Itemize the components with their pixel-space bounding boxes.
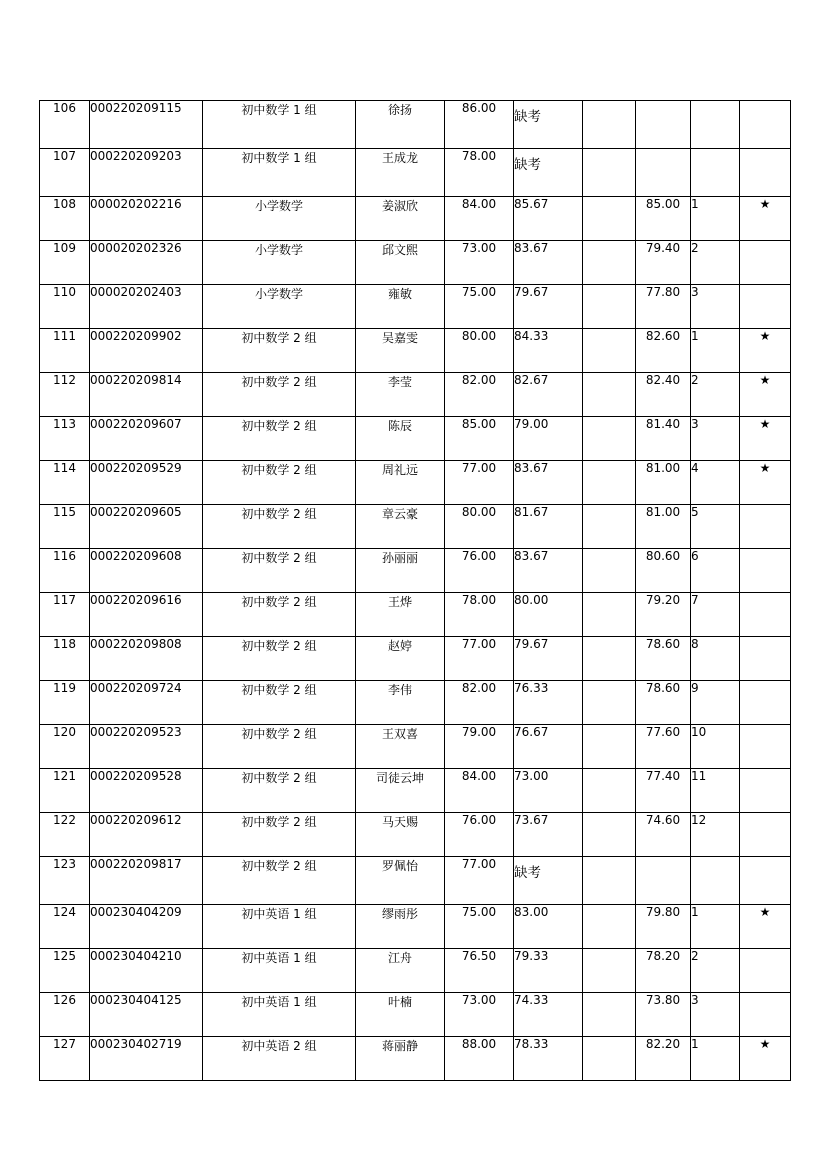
- written-score: 88.00: [445, 1037, 514, 1081]
- total-score: [636, 857, 691, 905]
- interview-score: 85.67: [514, 197, 583, 241]
- blank-cell: [583, 373, 636, 417]
- blank-cell: [583, 241, 636, 285]
- rank: [691, 101, 740, 149]
- candidate-name: 司徒云坤: [356, 769, 445, 813]
- total-score: 81.40: [636, 417, 691, 461]
- subject-group: 初中数学 2 组: [203, 593, 356, 637]
- table-row: [40, 949, 791, 993]
- table-row: [40, 681, 791, 725]
- written-score: 73.00: [445, 241, 514, 285]
- row-number: 115: [40, 505, 90, 549]
- qualified-star-icon: [740, 241, 791, 285]
- written-score: 75.00: [445, 285, 514, 329]
- blank-cell: [583, 197, 636, 241]
- row-number: 121: [40, 769, 90, 813]
- table-row: [40, 813, 791, 857]
- interview-score: 83.00: [514, 905, 583, 949]
- qualified-star-icon: [740, 769, 791, 813]
- subject-group: 初中英语 2 组: [203, 1037, 356, 1081]
- table-row: [40, 725, 791, 769]
- row-number: 122: [40, 813, 90, 857]
- blank-cell: [583, 637, 636, 681]
- interview-score: 缺考: [514, 857, 583, 905]
- rank: 2: [691, 949, 740, 993]
- exam-ticket-number: 000230404125: [90, 993, 203, 1037]
- table-row: [40, 637, 791, 681]
- table-row: [40, 905, 791, 949]
- row-number: 126: [40, 993, 90, 1037]
- table-row: [40, 149, 791, 197]
- row-number: 107: [40, 149, 90, 197]
- qualified-star-icon: ★: [740, 461, 791, 505]
- exam-ticket-number: 000220209724: [90, 681, 203, 725]
- blank-cell: [583, 725, 636, 769]
- rank: 7: [691, 593, 740, 637]
- written-score: 77.00: [445, 857, 514, 905]
- interview-score: 79.67: [514, 637, 583, 681]
- interview-score: 81.67: [514, 505, 583, 549]
- interview-score: 缺考: [514, 101, 583, 149]
- rank: 2: [691, 373, 740, 417]
- candidate-name: 李伟: [356, 681, 445, 725]
- interview-score: 82.67: [514, 373, 583, 417]
- rank: 9: [691, 681, 740, 725]
- candidate-name: 缪雨彤: [356, 905, 445, 949]
- subject-group: 初中英语 1 组: [203, 993, 356, 1037]
- exam-ticket-number: 000020202326: [90, 241, 203, 285]
- exam-ticket-number: 000020202216: [90, 197, 203, 241]
- table-row: [40, 285, 791, 329]
- interview-score: 73.67: [514, 813, 583, 857]
- written-score: 82.00: [445, 681, 514, 725]
- qualified-star-icon: [740, 681, 791, 725]
- total-score: 73.80: [636, 993, 691, 1037]
- blank-cell: [583, 101, 636, 149]
- candidate-name: 叶楠: [356, 993, 445, 1037]
- subject-group: 初中数学 2 组: [203, 329, 356, 373]
- candidate-name: 罗佩怡: [356, 857, 445, 905]
- subject-group: 初中数学 1 组: [203, 149, 356, 197]
- total-score: 78.20: [636, 949, 691, 993]
- candidate-name: 王双喜: [356, 725, 445, 769]
- row-number: 112: [40, 373, 90, 417]
- rank: 1: [691, 1037, 740, 1081]
- rank: 3: [691, 417, 740, 461]
- rank: 1: [691, 329, 740, 373]
- table-row: [40, 549, 791, 593]
- exam-ticket-number: 000220209607: [90, 417, 203, 461]
- candidate-name: 姜淑欣: [356, 197, 445, 241]
- table-row: [40, 505, 791, 549]
- candidate-name: 章云豪: [356, 505, 445, 549]
- blank-cell: [583, 681, 636, 725]
- written-score: 76.00: [445, 549, 514, 593]
- candidate-name: 陈辰: [356, 417, 445, 461]
- total-score: 77.40: [636, 769, 691, 813]
- written-score: 82.00: [445, 373, 514, 417]
- exam-ticket-number: 000220209115: [90, 101, 203, 149]
- written-score: 80.00: [445, 329, 514, 373]
- written-score: 85.00: [445, 417, 514, 461]
- table-row: [40, 197, 791, 241]
- qualified-star-icon: [740, 149, 791, 197]
- subject-group: 初中数学 2 组: [203, 417, 356, 461]
- table-row: [40, 373, 791, 417]
- row-number: 109: [40, 241, 90, 285]
- blank-cell: [583, 905, 636, 949]
- candidate-name: 周礼远: [356, 461, 445, 505]
- rank: 1: [691, 905, 740, 949]
- exam-ticket-number: 000230404210: [90, 949, 203, 993]
- table-row: [40, 857, 791, 905]
- interview-score: 83.67: [514, 241, 583, 285]
- total-score: 78.60: [636, 681, 691, 725]
- row-number: 119: [40, 681, 90, 725]
- qualified-star-icon: ★: [740, 417, 791, 461]
- qualified-star-icon: [740, 857, 791, 905]
- table-row: [40, 101, 791, 149]
- subject-group: 初中数学 2 组: [203, 461, 356, 505]
- rank: [691, 149, 740, 197]
- total-score: 82.60: [636, 329, 691, 373]
- written-score: 73.00: [445, 993, 514, 1037]
- row-number: 113: [40, 417, 90, 461]
- qualified-star-icon: [740, 549, 791, 593]
- written-score: 78.00: [445, 149, 514, 197]
- qualified-star-icon: [740, 949, 791, 993]
- total-score: 80.60: [636, 549, 691, 593]
- qualified-star-icon: [740, 101, 791, 149]
- written-score: 77.00: [445, 461, 514, 505]
- exam-ticket-number: 000220209203: [90, 149, 203, 197]
- subject-group: 初中英语 1 组: [203, 905, 356, 949]
- total-score: [636, 149, 691, 197]
- candidate-name: 王烨: [356, 593, 445, 637]
- qualified-star-icon: [740, 593, 791, 637]
- total-score: 78.60: [636, 637, 691, 681]
- exam-ticket-number: 000230402719: [90, 1037, 203, 1081]
- interview-score: 76.33: [514, 681, 583, 725]
- total-score: 79.80: [636, 905, 691, 949]
- written-score: 77.00: [445, 637, 514, 681]
- candidate-name: 孙丽丽: [356, 549, 445, 593]
- exam-ticket-number: 000220209529: [90, 461, 203, 505]
- subject-group: 小学数学: [203, 197, 356, 241]
- subject-group: 初中数学 1 组: [203, 101, 356, 149]
- exam-ticket-number: 000220209605: [90, 505, 203, 549]
- subject-group: 初中数学 2 组: [203, 505, 356, 549]
- candidate-name: 吴嘉雯: [356, 329, 445, 373]
- total-score: 77.60: [636, 725, 691, 769]
- interview-score: 78.33: [514, 1037, 583, 1081]
- subject-group: 初中数学 2 组: [203, 769, 356, 813]
- interview-score: 缺考: [514, 149, 583, 197]
- exam-ticket-number: 000220209808: [90, 637, 203, 681]
- blank-cell: [583, 857, 636, 905]
- qualified-star-icon: [740, 993, 791, 1037]
- subject-group: 初中数学 2 组: [203, 857, 356, 905]
- table-row: [40, 417, 791, 461]
- rank: 3: [691, 993, 740, 1037]
- total-score: 81.00: [636, 505, 691, 549]
- written-score: 80.00: [445, 505, 514, 549]
- row-number: 118: [40, 637, 90, 681]
- interview-score: 84.33: [514, 329, 583, 373]
- total-score: 82.40: [636, 373, 691, 417]
- rank: 3: [691, 285, 740, 329]
- candidate-name: 李莹: [356, 373, 445, 417]
- table-row: [40, 329, 791, 373]
- qualified-star-icon: ★: [740, 373, 791, 417]
- subject-group: 初中数学 2 组: [203, 725, 356, 769]
- blank-cell: [583, 417, 636, 461]
- blank-cell: [583, 549, 636, 593]
- written-score: 78.00: [445, 593, 514, 637]
- score-table: [39, 100, 791, 1081]
- written-score: 76.00: [445, 813, 514, 857]
- exam-ticket-number: 000220209528: [90, 769, 203, 813]
- exam-ticket-number: 000220209817: [90, 857, 203, 905]
- exam-ticket-number: 000220209902: [90, 329, 203, 373]
- candidate-name: 蒋丽静: [356, 1037, 445, 1081]
- row-number: 120: [40, 725, 90, 769]
- rank: 11: [691, 769, 740, 813]
- interview-score: 79.33: [514, 949, 583, 993]
- rank: 8: [691, 637, 740, 681]
- qualified-star-icon: ★: [740, 197, 791, 241]
- qualified-star-icon: [740, 285, 791, 329]
- subject-group: 小学数学: [203, 241, 356, 285]
- qualified-star-icon: ★: [740, 905, 791, 949]
- row-number: 125: [40, 949, 90, 993]
- candidate-name: 邱文熙: [356, 241, 445, 285]
- qualified-star-icon: [740, 505, 791, 549]
- total-score: 85.00: [636, 197, 691, 241]
- subject-group: 初中数学 2 组: [203, 637, 356, 681]
- rank: 10: [691, 725, 740, 769]
- candidate-name: 王成龙: [356, 149, 445, 197]
- total-score: 81.00: [636, 461, 691, 505]
- table-row: [40, 593, 791, 637]
- total-score: 79.40: [636, 241, 691, 285]
- blank-cell: [583, 993, 636, 1037]
- table-row: [40, 769, 791, 813]
- table-row: [40, 461, 791, 505]
- table-row: [40, 241, 791, 285]
- row-number: 124: [40, 905, 90, 949]
- qualified-star-icon: [740, 813, 791, 857]
- blank-cell: [583, 461, 636, 505]
- subject-group: 初中英语 1 组: [203, 949, 356, 993]
- qualified-star-icon: [740, 637, 791, 681]
- rank: 4: [691, 461, 740, 505]
- subject-group: 小学数学: [203, 285, 356, 329]
- subject-group: 初中数学 2 组: [203, 373, 356, 417]
- total-score: 79.20: [636, 593, 691, 637]
- interview-score: 83.67: [514, 461, 583, 505]
- total-score: 77.80: [636, 285, 691, 329]
- blank-cell: [583, 505, 636, 549]
- exam-ticket-number: 000220209612: [90, 813, 203, 857]
- written-score: 86.00: [445, 101, 514, 149]
- interview-score: 74.33: [514, 993, 583, 1037]
- interview-score: 79.67: [514, 285, 583, 329]
- row-number: 106: [40, 101, 90, 149]
- interview-score: 73.00: [514, 769, 583, 813]
- blank-cell: [583, 949, 636, 993]
- candidate-name: 马天赐: [356, 813, 445, 857]
- blank-cell: [583, 329, 636, 373]
- exam-ticket-number: 000220209608: [90, 549, 203, 593]
- interview-score: 83.67: [514, 549, 583, 593]
- row-number: 114: [40, 461, 90, 505]
- row-number: 127: [40, 1037, 90, 1081]
- total-score: 74.60: [636, 813, 691, 857]
- candidate-name: 江舟: [356, 949, 445, 993]
- total-score: 82.20: [636, 1037, 691, 1081]
- row-number: 116: [40, 549, 90, 593]
- exam-ticket-number: 000220209814: [90, 373, 203, 417]
- qualified-star-icon: ★: [740, 1037, 791, 1081]
- row-number: 123: [40, 857, 90, 905]
- blank-cell: [583, 1037, 636, 1081]
- row-number: 117: [40, 593, 90, 637]
- subject-group: 初中数学 2 组: [203, 813, 356, 857]
- interview-score: 79.00: [514, 417, 583, 461]
- blank-cell: [583, 285, 636, 329]
- rank: 1: [691, 197, 740, 241]
- table-row: [40, 993, 791, 1037]
- row-number: 110: [40, 285, 90, 329]
- exam-ticket-number: 000220209523: [90, 725, 203, 769]
- interview-score: 80.00: [514, 593, 583, 637]
- qualified-star-icon: ★: [740, 329, 791, 373]
- exam-ticket-number: 000230404209: [90, 905, 203, 949]
- qualified-star-icon: [740, 725, 791, 769]
- total-score: [636, 101, 691, 149]
- candidate-name: 徐扬: [356, 101, 445, 149]
- rank: 2: [691, 241, 740, 285]
- written-score: 75.00: [445, 905, 514, 949]
- rank: 6: [691, 549, 740, 593]
- table-row: [40, 1037, 791, 1081]
- subject-group: 初中数学 2 组: [203, 681, 356, 725]
- rank: 5: [691, 505, 740, 549]
- subject-group: 初中数学 2 组: [203, 549, 356, 593]
- rank: [691, 857, 740, 905]
- written-score: 84.00: [445, 769, 514, 813]
- blank-cell: [583, 813, 636, 857]
- exam-ticket-number: 000020202403: [90, 285, 203, 329]
- interview-score: 76.67: [514, 725, 583, 769]
- exam-ticket-number: 000220209616: [90, 593, 203, 637]
- blank-cell: [583, 593, 636, 637]
- row-number: 111: [40, 329, 90, 373]
- written-score: 79.00: [445, 725, 514, 769]
- blank-cell: [583, 769, 636, 813]
- rank: 12: [691, 813, 740, 857]
- written-score: 84.00: [445, 197, 514, 241]
- candidate-name: 赵婷: [356, 637, 445, 681]
- candidate-name: 雍敏: [356, 285, 445, 329]
- written-score: 76.50: [445, 949, 514, 993]
- blank-cell: [583, 149, 636, 197]
- row-number: 108: [40, 197, 90, 241]
